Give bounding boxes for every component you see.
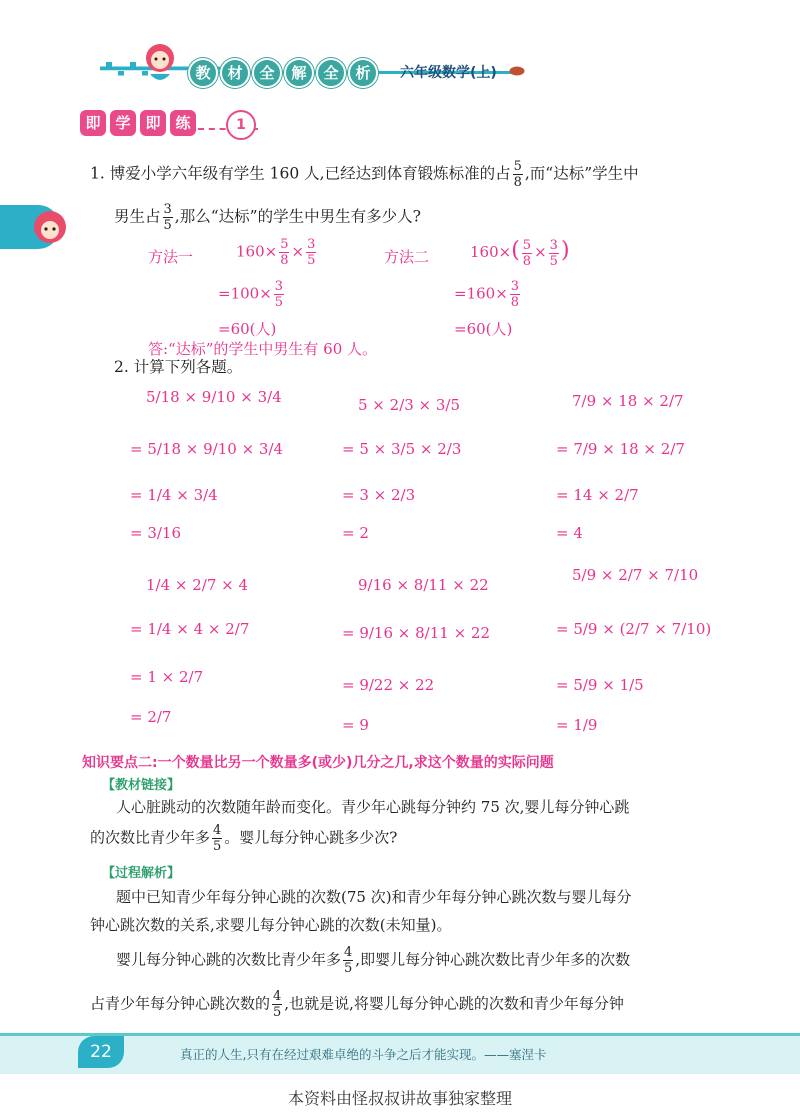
q2-title: 2. 计算下列各题。 [114,358,243,376]
p5-line1: 9/16 × 8/11 × 22 [358,576,489,594]
header-char: 全 [316,58,346,88]
frac-den: 5 [274,295,284,310]
header-char: 材 [220,58,250,88]
frac-num: 3 [549,237,558,253]
frac-num: 4 [273,989,282,1004]
frac-num: 5 [280,237,289,252]
k2-p4 [90,990,624,1019]
expr: × [291,242,305,261]
p3-line2: = 7/9 × 18 × 2/7 [556,440,685,458]
banner-number: 1 [226,110,256,140]
k2-heading: 知识要点二:一个数量比另一个数量多(或少)几分之几,求这个数量的实际问题 [82,755,554,771]
banner-char: 即 [140,110,166,136]
frac-den: 5 [273,1005,282,1020]
p1-line1: 5/18 × 9/10 × 3/4 [146,388,282,406]
header-char: 析 [348,58,378,88]
k2-p1c: 。婴儿每分钟心跳多少次? [224,828,398,847]
k2-p4b: ,也就是说,将婴儿每分钟心跳的次数和青少年每分钟 [284,994,624,1013]
method2-line3: =60(人) [454,320,513,338]
frac-num: 3 [163,202,172,217]
expr: =160× [454,284,508,303]
fraction [163,203,173,232]
banner-char: 即 [80,110,106,136]
k2-p3b: ,即婴儿每分钟心跳次数比青少年多的次数 [355,950,631,969]
method1-label: 方法一 [148,248,194,266]
p5-line3: = 9/22 × 22 [342,676,435,694]
k2-p4a: 占青少年每分钟心跳次数的 [90,994,271,1013]
footer-quote: 真正的人生,只有在经过艰难卓绝的斗争之后才能实现。——塞涅卡 [180,1047,547,1062]
method1-line2 [218,280,286,309]
frac-num: 3 [307,237,316,252]
header-char: 解 [284,58,314,88]
header-subject: 六年级数学(上) [400,65,497,81]
q1-text-b: ,而“达标”学生中 [524,164,639,183]
p6-line4: = 1/9 [556,716,598,734]
frac-num: 5 [513,159,522,174]
frac-num: 4 [213,823,222,838]
k2-p1b: 的次数比青少年多 [90,828,211,847]
method2-line2 [454,280,522,309]
q1-text-a: 1. 博爱小学六年级有学生 160 人,已经达到体育锻炼标准的占 [90,164,511,183]
p2-line2: = 5 × 3/5 × 2/3 [342,440,462,458]
p4-line4: = 2/7 [130,708,172,726]
method2-line1: 160×( $\frac{5}{8}$ × $\frac{3}{5}$ ) [470,237,570,269]
q1-text-c: 男生占 [114,207,161,226]
frac-num: 4 [344,945,353,960]
side-tab [0,205,60,249]
p6-line1: 5/9 × 2/7 × 7/10 [572,566,699,584]
fox-icon [28,205,72,249]
method2-label: 方法二 [384,248,430,266]
banner-char: 练 [170,110,196,136]
p6-line3: = 5/9 × 1/5 [556,676,644,694]
expr: 160× [470,243,512,261]
frac-den: 5 [163,218,172,233]
p6-line2: = 5/9 × (2/7 × 7/10) [556,620,712,638]
q1-text-2 [114,203,421,232]
p4-line3: = 1 × 2/7 [130,668,204,686]
k2-p1a: 人心脏跳动的次数随年龄而变化。青少年心跳每分钟约 75 次,婴儿每分钟心跳 [116,798,630,816]
frac-num: 5 [522,237,532,253]
fraction [513,160,523,189]
q1-text-d: ,那么“达标”的学生中男生有多少人? [174,207,421,226]
method1-line3: =60(人) [218,320,277,338]
p4-line2: = 1/4 × 4 × 2/7 [130,620,250,638]
frac-den: 5 [344,961,353,976]
k2-p3 [116,946,630,975]
p1-line4: = 3/16 [130,524,182,542]
k2-p1 [90,824,397,853]
frac-den: 5 [307,253,316,268]
frac-den: 5 [549,253,558,269]
expr: × [534,243,547,261]
mascot-icon [140,40,180,86]
p1-line3: = 1/4 × 3/4 [130,486,218,504]
expr: =100× [218,284,272,303]
header-char: 全 [252,58,282,88]
frac-den: 8 [280,253,289,268]
p2-line1: 5 × 2/3 × 3/5 [358,396,461,414]
k2-p3a: 婴儿每分钟心跳的次数比青少年多 [116,950,342,969]
p1-line2: = 5/18 × 9/10 × 3/4 [130,440,284,458]
page-number: 22 [78,1036,124,1068]
method1-line1 [236,238,318,267]
k2-tag-link: 【教材链接】 [102,778,181,793]
frac-den: 5 [213,839,222,854]
q1-answer: 答:“达标”的学生中男生有 60 人。 [148,340,378,358]
expr: 160× [236,242,278,261]
p3-line3: = 14 × 2/7 [556,486,639,504]
q1-text [90,160,730,189]
frac-den: 8 [522,253,532,269]
p2-line4: = 2 [342,524,369,542]
banner-char: 学 [110,110,136,136]
frac-num: 3 [274,279,284,294]
p3-line1: 7/9 × 18 × 2/7 [572,392,684,410]
frac-num: 3 [510,279,520,294]
p5-line4: = 9 [342,716,369,734]
p4-line1: 1/4 × 2/7 × 4 [146,576,249,594]
k2-p2a: 题中已知青少年每分钟心跳的次数(75 次)和青少年每分钟心跳次数与婴儿每分 [116,888,632,906]
k2-p2b: 钟心跳次数的关系,求婴儿每分钟心跳的次数(未知量)。 [90,916,452,934]
frac-den: 8 [513,175,522,190]
header-char: 教 [188,58,218,88]
p2-line3: = 3 × 2/3 [342,486,416,504]
k2-tag-analysis: 【过程解析】 [102,866,181,881]
p3-line4: = 4 [556,524,583,542]
frac-den: 8 [510,295,520,310]
footer-credit: 本资料由怪叔叔讲故事独家整理 [287,1089,512,1108]
p5-line2: = 9/16 × 8/11 × 22 [342,624,491,642]
